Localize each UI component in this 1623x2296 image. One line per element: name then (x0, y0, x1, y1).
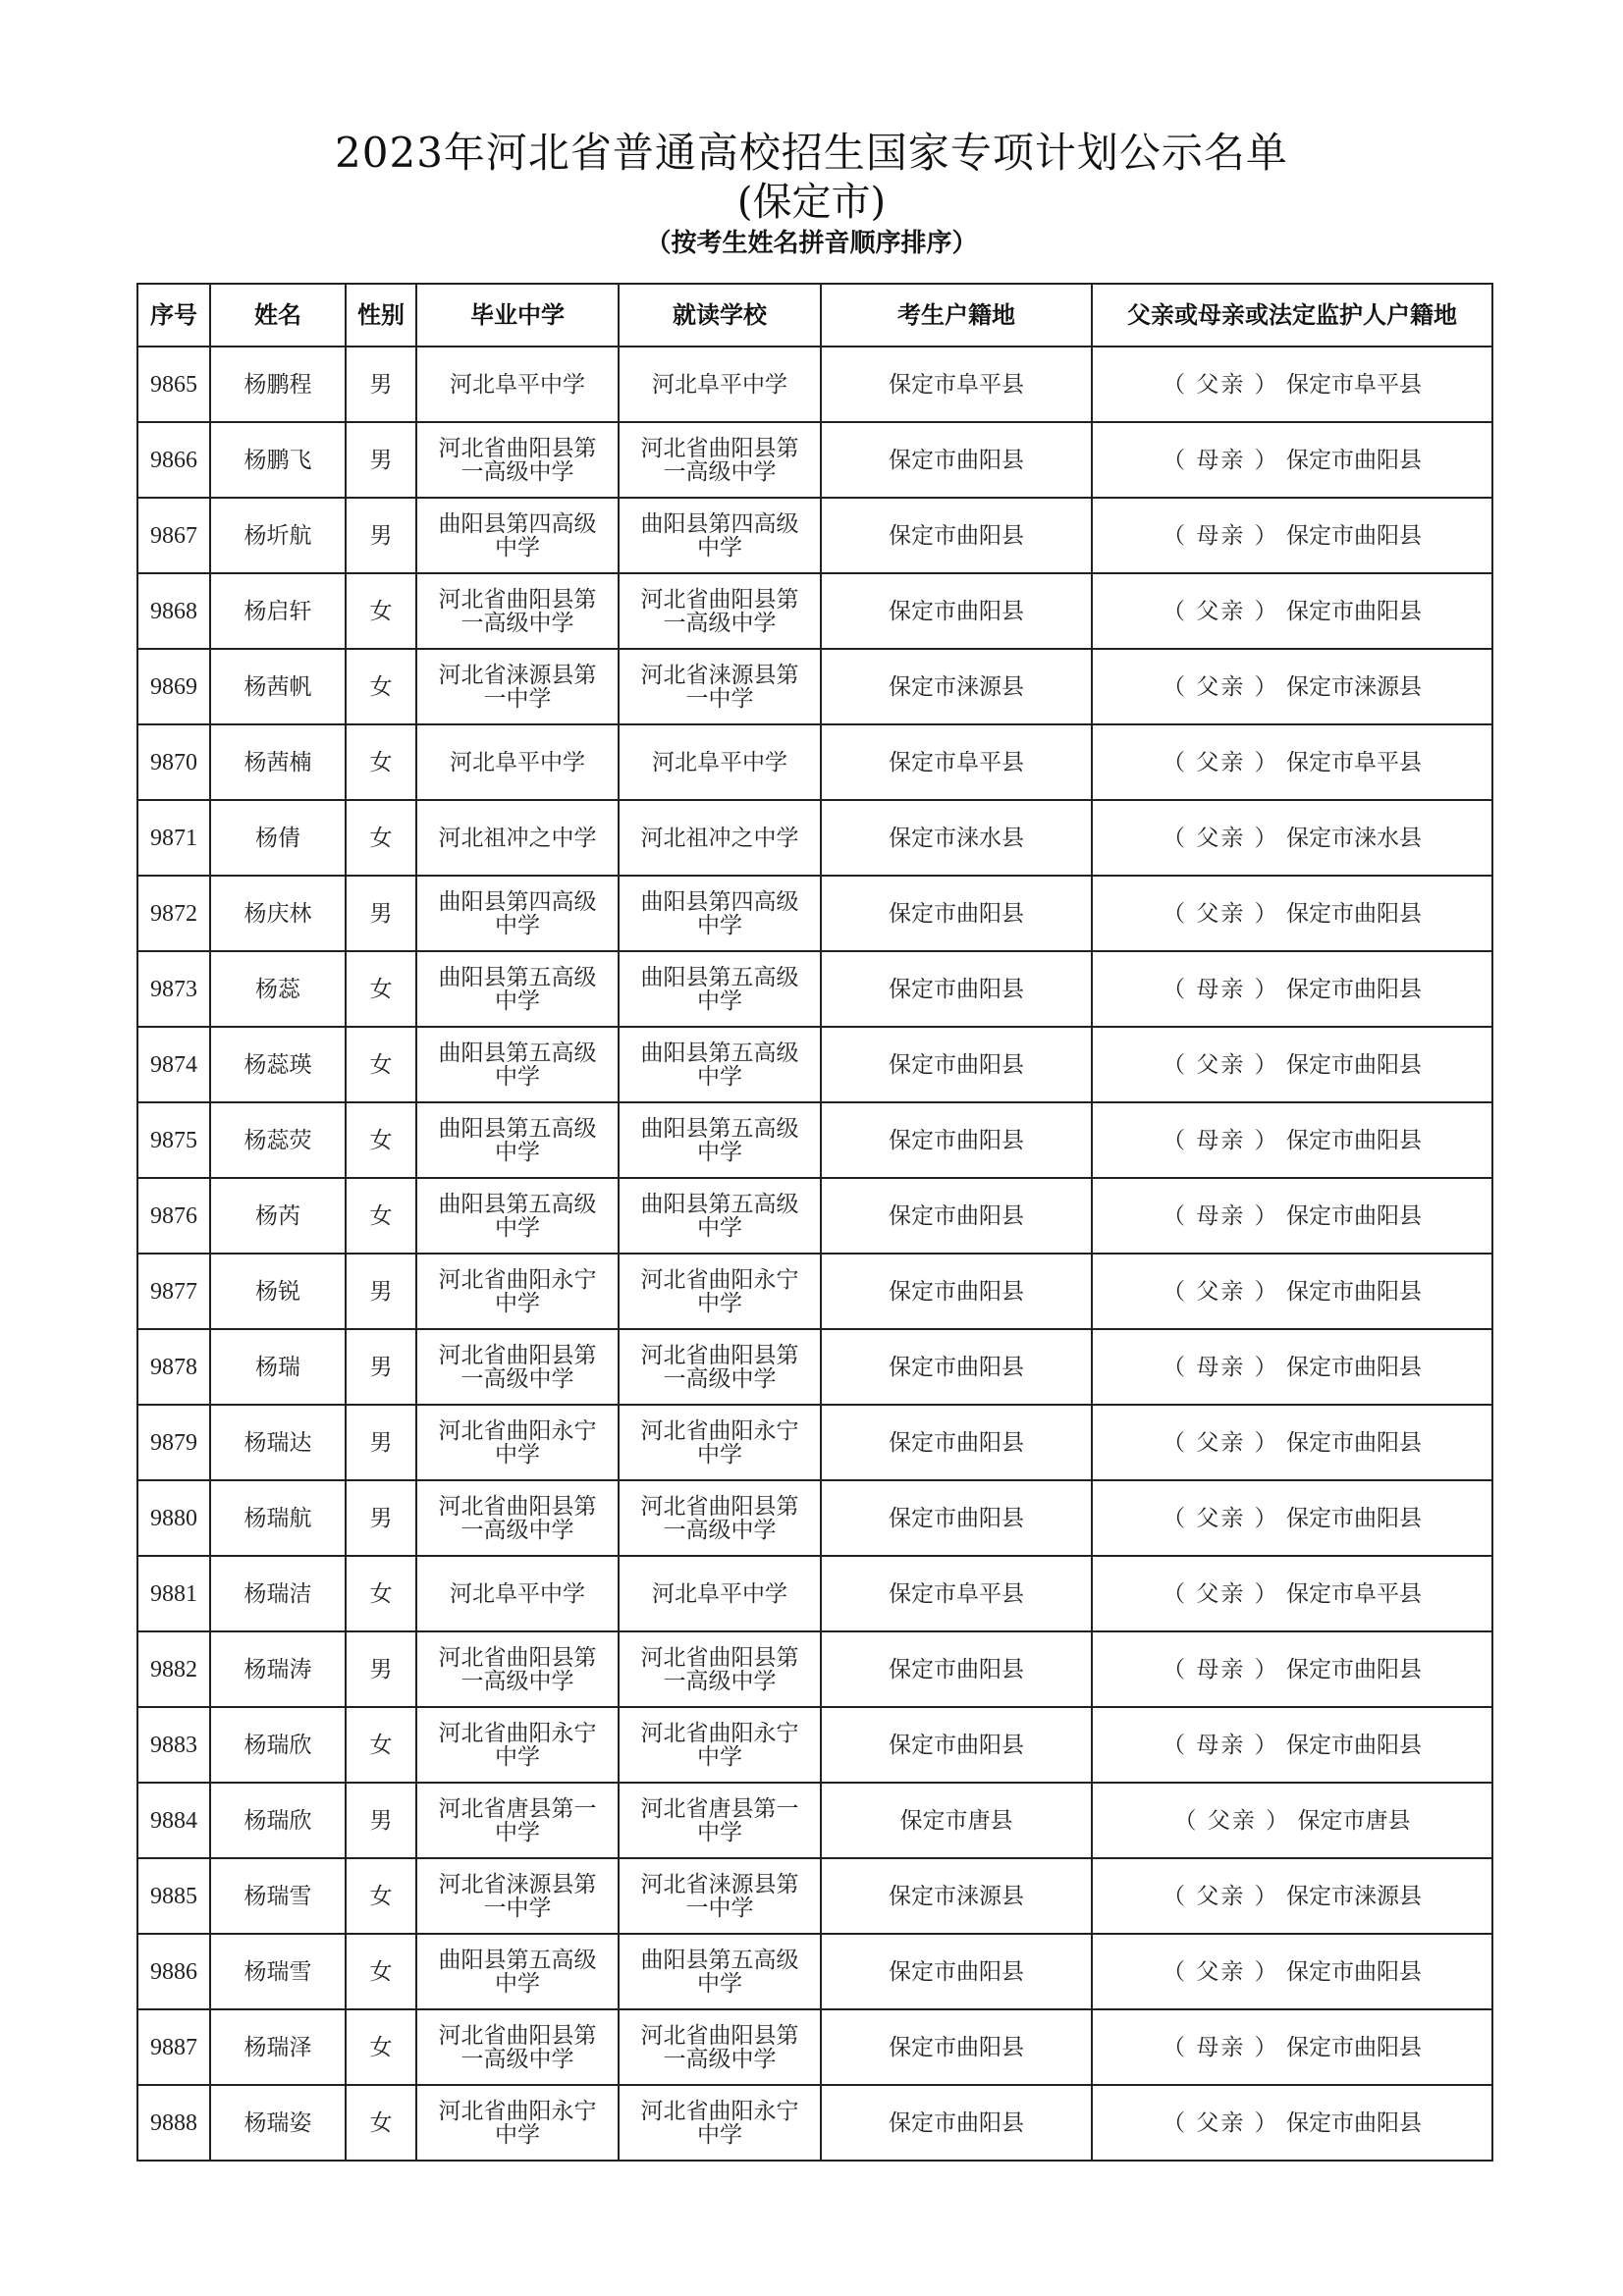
grad-school-cell: 曲阳县第五高级 中学 (416, 1934, 619, 2009)
grad-school-cell: 河北省曲阳县第 一高级中学 (416, 2009, 619, 2085)
table-row (137, 649, 1492, 724)
col-header-grad-school: 毕业中学 (416, 284, 619, 347)
parent-hukou-value: 保定市曲阳县 (1285, 1127, 1422, 1153)
relation-label: （ 父亲 ） (1163, 1958, 1279, 1985)
parent-hukou-value: 保定市曲阳县 (1285, 1051, 1422, 1078)
attend-school-cell: 河北省曲阳县第 一高级中学 (619, 1329, 821, 1405)
table-row (137, 573, 1492, 649)
name-cell: 杨蕊荧 (210, 1102, 346, 1178)
table-row (137, 1783, 1492, 1858)
gender-cell: 女 (346, 573, 416, 649)
name-cell: 杨瑞欣 (210, 1707, 346, 1783)
attend-school-cell: 曲阳县第四高级 中学 (619, 498, 821, 573)
relation-label: （ 父亲 ） (1163, 825, 1279, 851)
hukou-cell: 保定市曲阳县 (821, 2009, 1092, 2085)
hukou-cell: 保定市曲阳县 (821, 1178, 1092, 1254)
relation-label: （ 父亲 ） (1163, 673, 1279, 700)
parent-hukou-value: 保定市曲阳县 (1285, 1202, 1422, 1229)
relation-label: （ 父亲 ） (1163, 1278, 1279, 1305)
seq-cell: 9878 (137, 1329, 210, 1405)
hukou-cell: 保定市曲阳县 (821, 2085, 1092, 2161)
hukou-cell: 保定市涞源县 (821, 1858, 1092, 1934)
name-cell: 杨蕊瑛 (210, 1027, 346, 1102)
parent-hukou-value: 保定市曲阳县 (1285, 447, 1422, 473)
gender-cell: 男 (346, 422, 416, 498)
grad-school-cell: 河北阜平中学 (416, 1556, 619, 1631)
relation-label: （ 父亲 ） (1163, 1580, 1279, 1607)
grad-school-cell: 曲阳县第五高级 中学 (416, 1027, 619, 1102)
name-cell: 杨鹏程 (210, 347, 346, 422)
table-row (137, 422, 1492, 498)
parent-hukou-cell (1092, 422, 1492, 498)
seq-cell: 9876 (137, 1178, 210, 1254)
gender-cell: 男 (346, 1631, 416, 1707)
seq-cell: 9874 (137, 1027, 210, 1102)
gender-cell: 女 (346, 2085, 416, 2161)
relation-label: （ 父亲 ） (1163, 598, 1279, 624)
gender-cell: 女 (346, 1934, 416, 2009)
parent-hukou-cell (1092, 573, 1492, 649)
hukou-cell: 保定市曲阳县 (821, 422, 1092, 498)
seq-cell: 9869 (137, 649, 210, 724)
gender-cell: 女 (346, 1556, 416, 1631)
seq-cell: 9875 (137, 1102, 210, 1178)
header-row (137, 284, 1492, 347)
parent-hukou-cell (1092, 2009, 1492, 2085)
grad-school-cell: 河北省曲阳永宁 中学 (416, 1254, 619, 1329)
hukou-cell: 保定市曲阳县 (821, 1480, 1092, 1556)
gender-cell: 女 (346, 724, 416, 800)
roster-body (137, 347, 1492, 2161)
parent-hukou-value: 保定市曲阳县 (1285, 1278, 1422, 1305)
parent-hukou-value: 保定市涞源县 (1285, 673, 1422, 700)
parent-hukou-value: 保定市涞水县 (1285, 825, 1422, 851)
relation-label: （ 母亲 ） (1163, 1656, 1279, 1682)
name-cell: 杨瑞雪 (210, 1858, 346, 1934)
parent-hukou-cell (1092, 800, 1492, 876)
name-cell: 杨倩 (210, 800, 346, 876)
parent-hukou-cell (1092, 1556, 1492, 1631)
attend-school-cell: 河北省涞源县第 一中学 (619, 1858, 821, 1934)
grad-school-cell: 曲阳县第四高级 中学 (416, 498, 619, 573)
parent-hukou-value: 保定市曲阳县 (1285, 900, 1422, 927)
parent-hukou-cell (1092, 1783, 1492, 1858)
hukou-cell: 保定市涞水县 (821, 800, 1092, 876)
attend-school-cell: 河北省曲阳县第 一高级中学 (619, 1631, 821, 1707)
seq-cell: 9887 (137, 2009, 210, 2085)
table-row (137, 1556, 1492, 1631)
parent-hukou-value: 保定市曲阳县 (1285, 1429, 1422, 1456)
table-row (137, 724, 1492, 800)
table-row (137, 1254, 1492, 1329)
parent-hukou-value: 保定市唐县 (1297, 1807, 1411, 1834)
sort-note: （按考生姓名拼音顺序排序） (645, 229, 978, 258)
table-row (137, 1934, 1492, 2009)
table-row (137, 951, 1492, 1027)
col-header-name: 姓名 (210, 284, 346, 347)
attend-school-cell: 河北省曲阳永宁 中学 (619, 1707, 821, 1783)
hukou-cell: 保定市阜平县 (821, 1556, 1092, 1631)
hukou-cell: 保定市曲阳县 (821, 1329, 1092, 1405)
table-row (137, 1329, 1492, 1405)
name-cell: 杨瑞欣 (210, 1783, 346, 1858)
name-cell: 杨鹏飞 (210, 422, 346, 498)
grad-school-cell: 河北省曲阳县第 一高级中学 (416, 1631, 619, 1707)
relation-label: （ 父亲 ） (1163, 1883, 1279, 1909)
seq-cell: 9871 (137, 800, 210, 876)
parent-hukou-cell (1092, 1027, 1492, 1102)
name-cell: 杨瑞航 (210, 1480, 346, 1556)
grad-school-cell: 河北省曲阳县第 一高级中学 (416, 573, 619, 649)
relation-label: （ 母亲 ） (1163, 1202, 1279, 1229)
hukou-cell: 保定市曲阳县 (821, 1707, 1092, 1783)
attend-school-cell: 河北省曲阳永宁 中学 (619, 1254, 821, 1329)
grad-school-cell: 河北省涞源县第 一中学 (416, 1858, 619, 1934)
table-row (137, 1178, 1492, 1254)
seq-cell: 9872 (137, 876, 210, 951)
hukou-cell: 保定市曲阳县 (821, 1102, 1092, 1178)
table-row (137, 1405, 1492, 1480)
parent-hukou-cell (1092, 498, 1492, 573)
grad-school-cell: 曲阳县第五高级 中学 (416, 1178, 619, 1254)
parent-hukou-value: 保定市曲阳县 (1285, 2034, 1422, 2060)
document-header (0, 128, 1623, 261)
relation-label: （ 父亲 ） (1163, 749, 1279, 775)
grad-school-cell: 河北省曲阳永宁 中学 (416, 1405, 619, 1480)
parent-hukou-value: 保定市曲阳县 (1285, 522, 1422, 549)
parent-hukou-cell (1092, 724, 1492, 800)
name-cell: 杨瑞姿 (210, 2085, 346, 2161)
grad-school-cell: 河北省曲阳永宁 中学 (416, 2085, 619, 2161)
table-row (137, 2009, 1492, 2085)
gender-cell: 男 (346, 876, 416, 951)
relation-label: （ 母亲 ） (1163, 976, 1279, 1002)
attend-school-cell: 河北祖冲之中学 (619, 800, 821, 876)
relation-label: （ 母亲 ） (1163, 1732, 1279, 1758)
parent-hukou-cell (1092, 649, 1492, 724)
grad-school-cell: 河北省曲阳县第 一高级中学 (416, 422, 619, 498)
name-cell: 杨芮 (210, 1178, 346, 1254)
col-header-gender: 性别 (346, 284, 416, 347)
hukou-cell: 保定市曲阳县 (821, 498, 1092, 573)
attend-school-cell: 河北省曲阳县第 一高级中学 (619, 1480, 821, 1556)
col-header-parent-hukou: 父亲或母亲或法定监护人户籍地 (1092, 284, 1492, 347)
name-cell: 杨瑞洁 (210, 1556, 346, 1631)
relation-label: （ 母亲 ） (1163, 1354, 1279, 1380)
attend-school-cell: 河北省涞源县第 一中学 (619, 649, 821, 724)
hukou-cell: 保定市曲阳县 (821, 1254, 1092, 1329)
attend-school-cell: 河北省曲阳永宁 中学 (619, 2085, 821, 2161)
parent-hukou-cell (1092, 951, 1492, 1027)
parent-hukou-cell (1092, 1858, 1492, 1934)
document-subtitle: (保定市) (736, 180, 887, 225)
hukou-cell: 保定市曲阳县 (821, 951, 1092, 1027)
name-cell: 杨圻航 (210, 498, 346, 573)
attend-school-cell: 曲阳县第五高级 中学 (619, 1027, 821, 1102)
grad-school-cell: 河北省唐县第一 中学 (416, 1783, 619, 1858)
parent-hukou-value: 保定市曲阳县 (1285, 1656, 1422, 1682)
name-cell: 杨茜帆 (210, 649, 346, 724)
gender-cell: 女 (346, 2009, 416, 2085)
seq-cell: 9883 (137, 1707, 210, 1783)
parent-hukou-cell (1092, 1178, 1492, 1254)
name-cell: 杨启轩 (210, 573, 346, 649)
hukou-cell: 保定市曲阳县 (821, 876, 1092, 951)
seq-cell: 9868 (137, 573, 210, 649)
relation-label: （ 母亲 ） (1163, 1127, 1279, 1153)
roster-table (136, 283, 1493, 2162)
gender-cell: 男 (346, 1254, 416, 1329)
seq-cell: 9867 (137, 498, 210, 573)
relation-label: （ 母亲 ） (1163, 522, 1279, 549)
hukou-cell: 保定市涞源县 (821, 649, 1092, 724)
grad-school-cell: 曲阳县第五高级 中学 (416, 951, 619, 1027)
relation-label: （ 母亲 ） (1163, 447, 1279, 473)
seq-cell: 9885 (137, 1858, 210, 1934)
table-row (137, 876, 1492, 951)
grad-school-cell: 河北省曲阳县第 一高级中学 (416, 1480, 619, 1556)
hukou-cell: 保定市阜平县 (821, 724, 1092, 800)
seq-cell: 9888 (137, 2085, 210, 2161)
hukou-cell: 保定市唐县 (821, 1783, 1092, 1858)
relation-label: （ 父亲 ） (1163, 1429, 1279, 1456)
seq-cell: 9880 (137, 1480, 210, 1556)
relation-label: （ 父亲 ） (1163, 1505, 1279, 1531)
seq-cell: 9881 (137, 1556, 210, 1631)
parent-hukou-cell (1092, 1102, 1492, 1178)
parent-hukou-value: 保定市曲阳县 (1285, 976, 1422, 1002)
parent-hukou-cell (1092, 1631, 1492, 1707)
hukou-cell: 保定市曲阳县 (821, 1405, 1092, 1480)
gender-cell: 女 (346, 951, 416, 1027)
attend-school-cell: 曲阳县第五高级 中学 (619, 1178, 821, 1254)
parent-hukou-value: 保定市曲阳县 (1285, 1505, 1422, 1531)
name-cell: 杨瑞涛 (210, 1631, 346, 1707)
col-header-hukou: 考生户籍地 (821, 284, 1092, 347)
name-cell: 杨瑞雪 (210, 1934, 346, 2009)
attend-school-cell: 河北省曲阳永宁 中学 (619, 1405, 821, 1480)
grad-school-cell: 河北省涞源县第 一中学 (416, 649, 619, 724)
relation-label: （ 父亲 ） (1163, 2109, 1279, 2136)
grad-school-cell: 曲阳县第四高级 中学 (416, 876, 619, 951)
gender-cell: 男 (346, 498, 416, 573)
col-header-seq: 序号 (137, 284, 210, 347)
table-row (137, 800, 1492, 876)
seq-cell: 9873 (137, 951, 210, 1027)
table-row (137, 1480, 1492, 1556)
parent-hukou-cell (1092, 1480, 1492, 1556)
parent-hukou-cell (1092, 1707, 1492, 1783)
parent-hukou-value: 保定市阜平县 (1285, 749, 1422, 775)
attend-school-cell: 曲阳县第五高级 中学 (619, 1934, 821, 2009)
attend-school-cell: 曲阳县第五高级 中学 (619, 1102, 821, 1178)
gender-cell: 男 (346, 1405, 416, 1480)
gender-cell: 女 (346, 1027, 416, 1102)
seq-cell: 9865 (137, 347, 210, 422)
document-title: 2023年河北省普通高校招生国家专项计划公示名单 (335, 129, 1288, 177)
table-row (137, 1631, 1492, 1707)
hukou-cell: 保定市曲阳县 (821, 573, 1092, 649)
table-row (137, 498, 1492, 573)
grad-school-cell: 河北阜平中学 (416, 347, 619, 422)
seq-cell: 9884 (137, 1783, 210, 1858)
parent-hukou-value: 保定市曲阳县 (1285, 1958, 1422, 1985)
seq-cell: 9882 (137, 1631, 210, 1707)
grad-school-cell: 曲阳县第五高级 中学 (416, 1102, 619, 1178)
gender-cell: 男 (346, 1783, 416, 1858)
seq-cell: 9877 (137, 1254, 210, 1329)
attend-school-cell: 河北省唐县第一 中学 (619, 1783, 821, 1858)
parent-hukou-cell (1092, 2085, 1492, 2161)
hukou-cell: 保定市阜平县 (821, 347, 1092, 422)
table-row (137, 2085, 1492, 2161)
grad-school-cell: 河北祖冲之中学 (416, 800, 619, 876)
seq-cell: 9870 (137, 724, 210, 800)
parent-hukou-value: 保定市曲阳县 (1285, 1732, 1422, 1758)
parent-hukou-cell (1092, 876, 1492, 951)
hukou-cell: 保定市曲阳县 (821, 1631, 1092, 1707)
seq-cell: 9879 (137, 1405, 210, 1480)
table-row (137, 1102, 1492, 1178)
grad-school-cell: 河北省曲阳县第 一高级中学 (416, 1329, 619, 1405)
parent-hukou-value: 保定市阜平县 (1285, 371, 1422, 398)
name-cell: 杨瑞 (210, 1329, 346, 1405)
parent-hukou-cell (1092, 1934, 1492, 2009)
seq-cell: 9866 (137, 422, 210, 498)
parent-hukou-value: 保定市曲阳县 (1285, 598, 1422, 624)
seq-cell: 9886 (137, 1934, 210, 2009)
gender-cell: 男 (346, 1329, 416, 1405)
gender-cell: 男 (346, 1480, 416, 1556)
name-cell: 杨瑞达 (210, 1405, 346, 1480)
relation-label: （ 母亲 ） (1163, 2034, 1279, 2060)
attend-school-cell: 河北省曲阳县第 一高级中学 (619, 573, 821, 649)
parent-hukou-value: 保定市涞源县 (1285, 1883, 1422, 1909)
grad-school-cell: 河北阜平中学 (416, 724, 619, 800)
gender-cell: 女 (346, 1858, 416, 1934)
attend-school-cell: 河北省曲阳县第 一高级中学 (619, 2009, 821, 2085)
gender-cell: 女 (346, 1178, 416, 1254)
table-row (137, 1858, 1492, 1934)
gender-cell: 女 (346, 1707, 416, 1783)
parent-hukou-cell (1092, 1405, 1492, 1480)
grad-school-cell: 河北省曲阳永宁 中学 (416, 1707, 619, 1783)
table-row (137, 347, 1492, 422)
relation-label: （ 父亲 ） (1163, 1051, 1279, 1078)
relation-label: （ 父亲 ） (1163, 371, 1279, 398)
table-row (137, 1707, 1492, 1783)
gender-cell: 女 (346, 800, 416, 876)
name-cell: 杨锐 (210, 1254, 346, 1329)
table-row (137, 1027, 1492, 1102)
parent-hukou-cell (1092, 1329, 1492, 1405)
gender-cell: 男 (346, 347, 416, 422)
parent-hukou-cell (1092, 347, 1492, 422)
gender-cell: 女 (346, 649, 416, 724)
attend-school-cell: 河北阜平中学 (619, 347, 821, 422)
attend-school-cell: 曲阳县第五高级 中学 (619, 951, 821, 1027)
relation-label: （ 父亲 ） (1173, 1807, 1291, 1834)
relation-label: （ 父亲 ） (1163, 900, 1279, 927)
parent-hukou-value: 保定市曲阳县 (1285, 2109, 1422, 2136)
parent-hukou-cell (1092, 1254, 1492, 1329)
attend-school-cell: 河北阜平中学 (619, 724, 821, 800)
col-header-attend-school: 就读学校 (619, 284, 821, 347)
hukou-cell: 保定市曲阳县 (821, 1027, 1092, 1102)
attend-school-cell: 曲阳县第四高级 中学 (619, 876, 821, 951)
gender-cell: 女 (346, 1102, 416, 1178)
hukou-cell: 保定市曲阳县 (821, 1934, 1092, 2009)
attend-school-cell: 河北阜平中学 (619, 1556, 821, 1631)
name-cell: 杨庆林 (210, 876, 346, 951)
parent-hukou-value: 保定市阜平县 (1285, 1580, 1422, 1607)
parent-hukou-value: 保定市曲阳县 (1285, 1354, 1422, 1380)
name-cell: 杨茜楠 (210, 724, 346, 800)
name-cell: 杨蕊 (210, 951, 346, 1027)
attend-school-cell: 河北省曲阳县第 一高级中学 (619, 422, 821, 498)
name-cell: 杨瑞泽 (210, 2009, 346, 2085)
